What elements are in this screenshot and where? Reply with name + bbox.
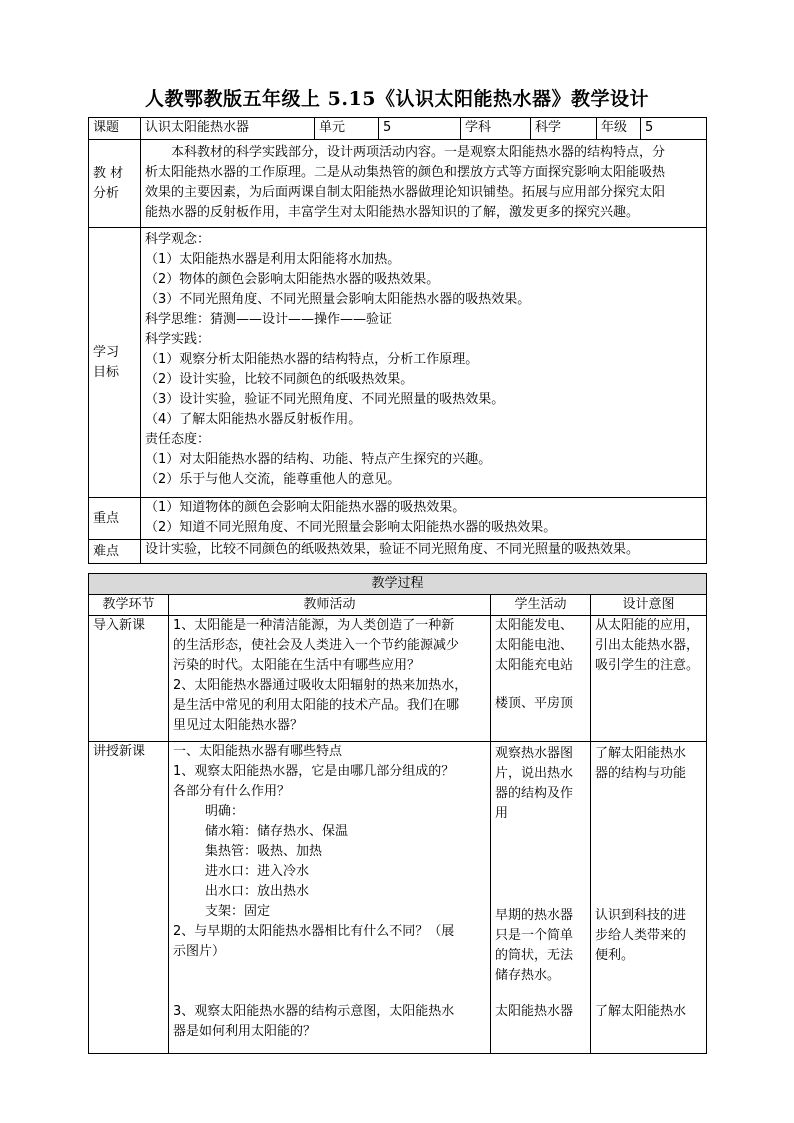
student-line: 储存热水。 <box>495 968 561 983</box>
goals-label-2: 目标 <box>93 364 120 380</box>
goal-line: （1）观察分析太阳能热水器的结构特点，分析工作原理。 <box>145 352 479 367</box>
teaching-process-table <box>88 573 707 1054</box>
goals-label <box>89 228 141 498</box>
analysis-label-2: 分析 <box>93 185 120 201</box>
student-line: 的筒状，无法 <box>495 948 574 963</box>
intent-line: 从太阳能的应用， <box>595 618 700 633</box>
lesson-student <box>491 742 591 1054</box>
lesson-info-table <box>88 117 707 564</box>
teacher-line: 的生活形态，使社会及人类进入一个节约能源减少 <box>173 638 460 653</box>
teacher-line: 器是如何利用太阳能的？ <box>173 1024 317 1039</box>
teacher-line: 集热管：吸热、加热 <box>205 844 323 859</box>
teacher-line: 示图片） <box>173 944 226 959</box>
lesson-teacher <box>169 742 491 1054</box>
student-line: 用 <box>495 806 509 821</box>
teacher-line: 1、观察太阳能热水器，它是由哪几部分组成的？ <box>173 764 455 779</box>
xue-ke-label: 学科 <box>461 118 531 140</box>
teacher-line: 支架：固定 <box>205 904 271 919</box>
intro-row <box>89 616 707 742</box>
ke-ti-label: 课题 <box>89 118 141 140</box>
goals-label-1: 学习 <box>93 344 120 360</box>
nian-ji-value: 5 <box>641 118 707 140</box>
intent-line: 引出太能热水器， <box>595 638 700 653</box>
intent-line: 了解太阳能热水 <box>595 1004 687 1019</box>
lesson-stage: 讲授新课 <box>89 742 169 1054</box>
header-teacher: 教师活动 <box>169 595 491 616</box>
dan-yuan-value: 5 <box>379 118 461 140</box>
student-line: 片，说出热水 <box>495 766 574 781</box>
goal-line: 责任态度： <box>145 432 211 447</box>
analysis-line: 析太阳能热水器的工作原理。二是从动集热管的颜色和摆放方式等方面探究影响太阳能吸热 <box>145 165 666 180</box>
header-intent: 设计意图 <box>591 595 707 616</box>
analysis-label-1: 教 材 <box>93 165 124 181</box>
goal-line: （2）乐于与他人交流，能尊重他人的意见。 <box>145 472 401 487</box>
teacher-line: 储水箱：储存热水、保温 <box>205 824 349 839</box>
analysis-label <box>89 140 141 228</box>
difficulties-label: 难点 <box>89 540 141 564</box>
student-line: 早期的热水器 <box>495 908 574 923</box>
dan-yuan-label: 单元 <box>315 118 379 140</box>
teacher-line: 1、太阳能是一种清洁能源，为人类创造了一种新 <box>173 618 455 633</box>
analysis-row <box>89 140 707 228</box>
intent-line: 步给人类带来的 <box>595 928 687 943</box>
goals-content <box>141 228 707 498</box>
teacher-line: 出水口：放出热水 <box>205 884 310 899</box>
header-stage: 教学环节 <box>89 595 169 616</box>
intro-intent <box>591 616 707 742</box>
teacher-line: 一、太阳能热水器有哪些特点 <box>173 744 343 759</box>
intent-line: 吸引学生的注意。 <box>595 658 700 673</box>
intent-line: 器的结构与功能 <box>595 766 687 781</box>
intro-stage: 导入新课 <box>89 616 169 742</box>
goal-line: （2）物体的颜色会影响太阳能热水器的吸热效果。 <box>145 272 440 287</box>
difficulties-content: 设计实验，比较不同颜色的纸吸热效果，验证不同光照角度、不同光照量的吸热效果。 <box>141 540 707 564</box>
teacher-line: 2、太阳能热水器通过吸收太阳辐射的热来加热水， <box>173 678 468 693</box>
teacher-line: 各部分有什么作用？ <box>173 784 291 799</box>
xue-ke-value: 科学 <box>531 118 597 140</box>
intro-student <box>491 616 591 742</box>
student-line: 太阳能电池、 <box>495 638 574 653</box>
intro-teacher <box>169 616 491 742</box>
student-line: 太阳能发电、 <box>495 618 574 633</box>
difficulties-row <box>89 540 707 564</box>
analysis-line: 效果的主要因素，为后面两课自制太阳能热水器做理论知识铺垫。拓展与应用部分探究太阳 <box>145 185 666 200</box>
key-point-line: （1）知道物体的颜色会影响太阳能热水器的吸热效果。 <box>145 500 466 515</box>
teacher-line: 里见过太阳能热水器？ <box>173 718 304 733</box>
intent-line: 认识到科技的进 <box>595 908 687 923</box>
student-line: 观察热水器图 <box>495 746 574 761</box>
analysis-line: 本科教材的科学实践部分，设计两项活动内容。一是观察太阳能热水器的结构特点，分 <box>171 145 666 160</box>
process-banner: 教学过程 <box>89 574 707 595</box>
goal-line: （1）对太阳能热水器的结构、功能、特点产生探究的兴趣。 <box>145 452 492 467</box>
key-points-label: 重点 <box>89 498 141 540</box>
goal-line: （3）不同光照角度、不同光照量会影响太阳能热水器的吸热效果。 <box>145 292 531 307</box>
student-line: 太阳能热水器 <box>495 1004 574 1019</box>
process-header-row <box>89 595 707 616</box>
key-points-content <box>141 498 707 540</box>
page-title: 人教鄂教版五年级上 5.15《认识太阳能热水器》教学设计 <box>145 88 649 110</box>
lesson-intent <box>591 742 707 1054</box>
meta-row <box>89 118 707 140</box>
teacher-line: 污染的时代。太阳能在生活中有哪些应用？ <box>173 658 421 673</box>
goal-line: 科学实践： <box>145 332 211 347</box>
teacher-line: 是生活中常见的利用太阳能的技术产品。我们在哪 <box>173 698 460 713</box>
goal-line: （1）太阳能热水器是利用太阳能将水加热。 <box>145 252 401 267</box>
teacher-line: 进水口：进入冷水 <box>205 864 310 879</box>
process-banner-row <box>89 574 707 595</box>
student-line: 只是一个简单 <box>495 928 574 943</box>
goal-line: 科学观念： <box>145 232 211 247</box>
goal-line: （4）了解太阳能热水器反射板作用。 <box>145 412 362 427</box>
intent-line: 了解太阳能热水 <box>595 746 687 761</box>
student-line: 楼顶、平房顶 <box>495 696 574 711</box>
teacher-line: 3、观察太阳能热水器的结构示意图，太阳能热水 <box>173 1004 455 1019</box>
teacher-line: 2、与早期的太阳能热水器相比有什么不同？（展 <box>173 924 455 939</box>
key-points-row <box>89 498 707 540</box>
analysis-line: 能热水器的反射板作用，丰富学生对太阳能热水器知识的了解，激发更多的探究兴趣。 <box>145 205 640 220</box>
ke-ti-value: 认识太阳能热水器 <box>141 118 315 140</box>
student-line: 器的结构及作 <box>495 786 574 801</box>
header-student: 学生活动 <box>491 595 591 616</box>
goal-line: （3）设计实验，验证不同光照角度、不同光照量的吸热效果。 <box>145 392 505 407</box>
lesson-row <box>89 742 707 1054</box>
goals-row <box>89 228 707 498</box>
analysis-content <box>141 140 707 228</box>
teacher-line: 明确： <box>205 804 245 819</box>
key-point-line: （2）知道不同光照角度、不同光照量会影响太阳能热水器的吸热效果。 <box>145 520 557 535</box>
intent-line: 便利。 <box>595 948 635 963</box>
student-line: 太阳能充电站 <box>495 658 574 673</box>
nian-ji-label: 年级 <box>597 118 641 140</box>
goal-line: 科学思维：猜测——设计——操作——验证 <box>145 312 393 327</box>
goal-line: （2）设计实验，比较不同颜色的纸吸热效果。 <box>145 372 414 387</box>
